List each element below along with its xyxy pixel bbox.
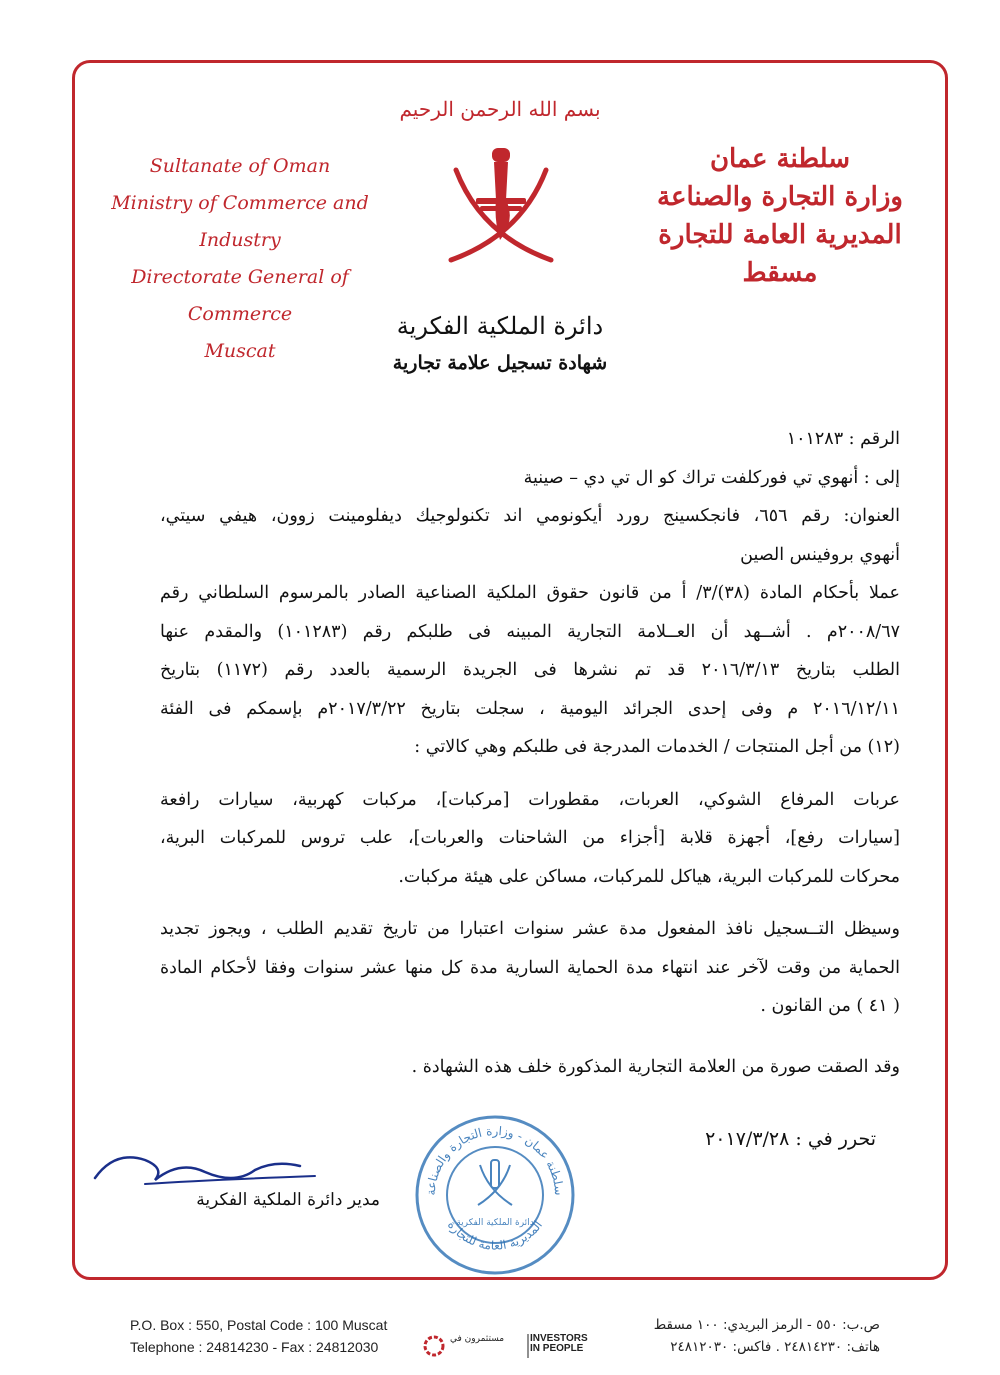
paragraph-line: الطلب بتاريخ ٢٠١٦/٣/١٣ قد تم نشرها فى الجريدة الرسمية بالعدد رقم (١١٧٢) بتاريخ (160, 660, 900, 680)
basmala-calligraphy (399, 88, 601, 128)
letterhead-en-line: Ministry of Commerce and Industry (111, 192, 369, 251)
letterhead-en-line: Directorate General of Commerce (131, 266, 349, 325)
oman-khanjar-emblem-icon (436, 140, 566, 270)
svg-text:المديرية العامة للتجارة: المديرية العامة للتجارة (444, 1217, 546, 1253)
footer-address-ar: ص.ب: ٥٥٠ - الرمز البريدي: ١٠٠ مسقط (653, 1317, 880, 1333)
goods-line: محركات للمركبات البرية، هياكل للمركبات، مساكن على هيئة مركبات. (398, 866, 900, 887)
investors-en-text: INVESTORS IN PEOPLE (530, 1333, 588, 1354)
goods-line: [سيارات رفع]، أجهزة قلابة [أجزاء من الشاحنات والعربات]، علب تروس للمركبات البرية، (160, 828, 900, 848)
footer-contact-ar (610, 1314, 880, 1358)
letterhead-ar-line: سلطنة عمان (709, 144, 851, 174)
paragraph-line: عملا بأحكام المادة (٣٨)/٣/ أ من قانون حقوق الملكية الصناعية الصادر بالمرسوم السلطاني رقم (160, 583, 900, 603)
registration-number: الرقم : ١٠١٢٨٣ (786, 429, 900, 449)
letterhead-ar-line: وزارة التجارة والصناعة (657, 182, 903, 212)
paragraph-line: (١٢) من أجل المنتجات / الخدمات المدرجة فى طلبكم وهي كالاتي : (414, 737, 900, 757)
arabic-letterhead (640, 140, 920, 292)
address-line: أنهوي بروفينس الصين (740, 544, 900, 565)
letterhead-en-line: Muscat (204, 340, 276, 362)
investors-ar-text: مستثمرون في (450, 1334, 505, 1344)
signer-title: مدير دائرة الملكية الفكرية (196, 1190, 380, 1210)
attachment-note: وقد الصقت صورة من العلامة التجارية المذكورة خلف هذه الشهادة . (411, 1056, 900, 1077)
paragraph-line: ٢٠١٦/١٢/١١ م وفى إحدى الجرائد اليومية ، سجلت بتاريخ ٢٠١٧/٣/٢٢م بإسمكم فى الفئة (160, 698, 900, 719)
footer-phone: Telephone : 24814230 - Fax : 24812030 (130, 1339, 379, 1355)
footer-phone-ar: هاتف: ٢٤٨١٤٢٣٠ . فاكس: ٢٤٨١٢٠٣٠ (670, 1339, 880, 1355)
paragraph-line: ( ٤١ ) من القانون . (760, 996, 900, 1016)
address-line: العنوان: رقم ٦٥٦، فانجكسينج رورد أيكونومي اند تكنولوجيك ديفلومينت زوون، هيفي سيتي، (160, 506, 901, 526)
letterhead-ar-line: مسقط (742, 258, 818, 288)
footer-contact-en (130, 1314, 430, 1358)
paragraph-line: الحماية من وقت لآخر عند انتهاء مدة الحماية السارية مدة كل منها عشر سنوات وفقا لأحكام المادة (160, 957, 900, 978)
paragraph-line: وسيظل التــسجيل نافذ المفعول مدة عشر سنوات اعتبارا من تاريخ تقديم الطلب ، ويجوز تجديد (160, 919, 900, 939)
recipient-line: إلى : أنهوي تي فوركلفت تراك كو ال تي دي – صينية (523, 467, 900, 488)
certificate-subtitle: شهادة تسجيل علامة تجارية (392, 352, 608, 374)
svg-text:دائرة الملكية الفكرية: دائرة الملكية الفكرية (456, 1218, 534, 1228)
svg-text:سلطنة عمان - وزارة التجارة وال: سلطنة عمان - وزارة التجارة والصناعة (423, 1123, 567, 1196)
certificate-body (160, 420, 900, 1086)
paragraph-line: ٢٠٠٨/٦٧م . أشــهد أن العــلامة التجارية المبينه فى طلبكم رقم (١٠١٢٨٣) والمقدم عنها (160, 621, 900, 642)
page-title: دائرة الملكية الفكرية (396, 312, 604, 340)
letterhead-en-line: Sultanate of Oman (149, 155, 331, 177)
official-stamp (410, 1110, 580, 1280)
footer-address: P.O. Box : 550, Postal Code : 100 Muscat (130, 1317, 388, 1333)
issue-date: تحرر في : ٢٠١٧/٣/٢٨ (705, 1128, 876, 1150)
svg-text:بسم الله الرحمن الرحيم: بسم الله الرحمن الرحيم (399, 97, 601, 121)
letterhead-ar-line: المديرية العامة للتجارة (658, 220, 902, 250)
goods-line: عربات المرفاع الشوكي، العربات، مقطورات [مركبات]، مركبات كهربية، سيارات رافعة (160, 789, 900, 810)
